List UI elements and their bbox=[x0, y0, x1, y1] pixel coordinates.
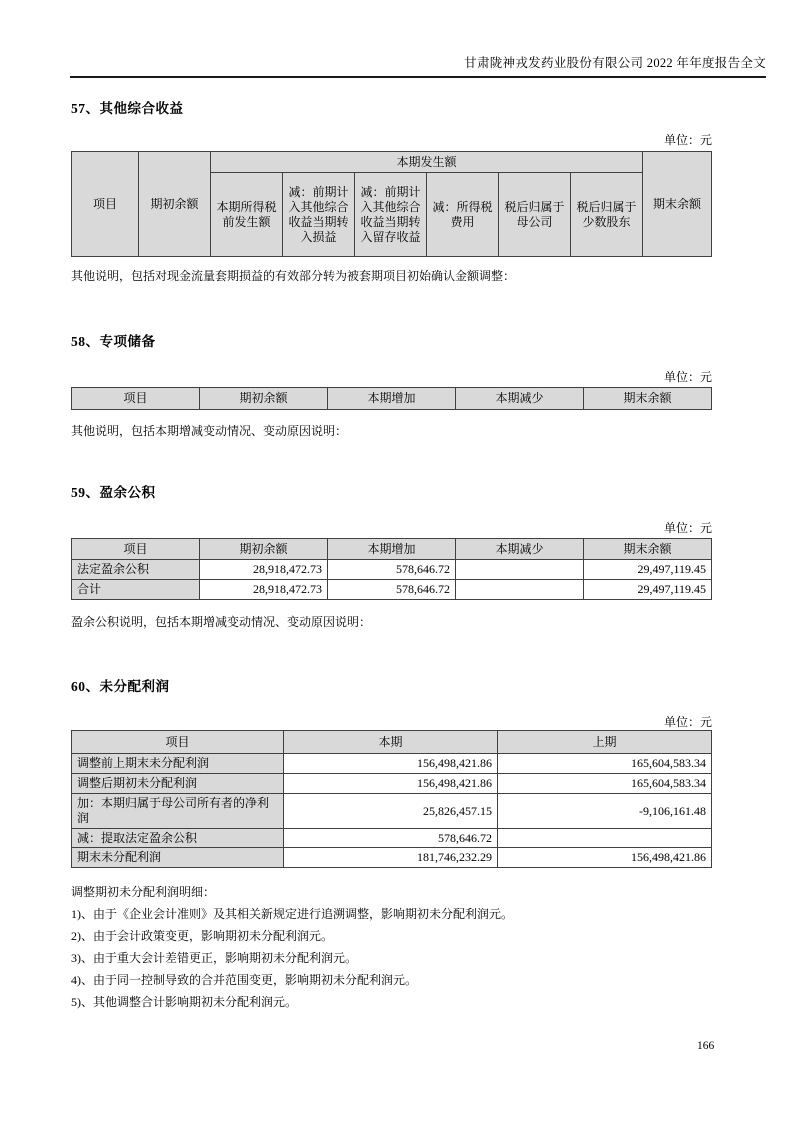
detail-item: 1)、由于《企业会计准则》及其相关新规定进行追溯调整，影响期初未分配利润元。 bbox=[71, 907, 513, 921]
section-58-title: 58、专项储备 bbox=[71, 334, 156, 349]
detail-item: 4)、由于同一控制导致的合并范围变更，影响期初未分配利润元。 bbox=[71, 973, 417, 987]
adjustment-details bbox=[71, 881, 761, 1013]
unit-label-59: 单位：元 bbox=[663, 521, 712, 535]
cell-increase: 578,646.72 bbox=[328, 560, 456, 580]
page-header: 甘肃陇神戎发药业股份有限公司 2022 年年度报告全文 bbox=[70, 53, 766, 78]
column-subheader: 减：所得税费用 bbox=[427, 173, 499, 257]
cell-current-period: 578,646.72 bbox=[284, 829, 498, 848]
column-header-begin-balance: 期初余额 bbox=[139, 152, 211, 257]
column-header-item: 项目 bbox=[72, 152, 139, 257]
table-row bbox=[72, 580, 712, 600]
section-59-title: 59、盈余公积 bbox=[71, 485, 156, 500]
table-row bbox=[72, 829, 712, 848]
section-58-note: 其他说明，包括本期增减变动情况、变动原因说明： bbox=[71, 424, 348, 438]
cell-begin-balance: 28,918,472.73 bbox=[200, 580, 328, 600]
column-header: 期初余额 bbox=[200, 388, 328, 410]
row-item-label: 加：本期归属于母公司所有者的净利润 bbox=[72, 794, 284, 829]
column-header: 本期增加 bbox=[328, 539, 456, 560]
section-57-title: 57、其他综合收益 bbox=[71, 101, 184, 116]
cell-current-period: 25,826,457.15 bbox=[284, 794, 498, 829]
column-header: 项目 bbox=[72, 539, 200, 560]
column-header: 期末余额 bbox=[584, 388, 712, 410]
column-header: 本期减少 bbox=[456, 388, 584, 410]
column-header: 期初余额 bbox=[200, 539, 328, 560]
cell-prior-period: 156,498,421.86 bbox=[498, 848, 712, 868]
cell-current-period: 181,746,232.29 bbox=[284, 848, 498, 868]
table-row bbox=[72, 848, 712, 868]
table-undistributed-profit bbox=[71, 730, 712, 868]
table-row bbox=[72, 560, 712, 580]
column-header: 本期 bbox=[284, 731, 498, 754]
row-item-label: 法定盈余公积 bbox=[72, 560, 200, 580]
column-header: 本期减少 bbox=[456, 539, 584, 560]
cell-decrease bbox=[456, 580, 584, 600]
cell-increase: 578,646.72 bbox=[328, 580, 456, 600]
column-subheader: 减：前期计入其他综合收益当期转入留存收益 bbox=[355, 173, 427, 257]
column-header: 上期 bbox=[498, 731, 712, 754]
cell-prior-period bbox=[498, 829, 712, 848]
row-item-label: 期末未分配利润 bbox=[72, 848, 284, 868]
column-header: 本期增加 bbox=[328, 388, 456, 410]
detail-item: 3)、由于重大会计差错更正，影响期初未分配利润元。 bbox=[71, 951, 357, 965]
unit-label-60: 单位：元 bbox=[663, 715, 712, 729]
row-item-label: 调整前上期末未分配利润 bbox=[72, 754, 284, 774]
row-item-label: 合计 bbox=[72, 580, 200, 600]
table-row bbox=[72, 774, 712, 794]
table-row bbox=[72, 754, 712, 774]
unit-label-58: 单位：元 bbox=[663, 370, 712, 384]
column-subheader: 本期所得税前发生额 bbox=[211, 173, 283, 257]
detail-title: 调整期初未分配利润明细： bbox=[71, 885, 216, 899]
cell-current-period: 156,498,421.86 bbox=[284, 754, 498, 774]
table-row bbox=[72, 794, 712, 829]
detail-item: 5)、其他调整合计影响期初未分配利润元。 bbox=[71, 995, 297, 1009]
cell-end-balance: 29,497,119.45 bbox=[584, 560, 712, 580]
table-surplus-reserves bbox=[71, 538, 712, 600]
cell-end-balance: 29,497,119.45 bbox=[584, 580, 712, 600]
column-header-end-balance: 期末余额 bbox=[643, 152, 712, 257]
table-special-reserves bbox=[71, 387, 712, 410]
cell-prior-period: -9,106,161.48 bbox=[498, 794, 712, 829]
column-header: 期末余额 bbox=[584, 539, 712, 560]
row-item-label: 调整后期初未分配利润 bbox=[72, 774, 284, 794]
column-band-current-period: 本期发生额 bbox=[211, 152, 643, 173]
table-other-comprehensive-income bbox=[71, 151, 712, 257]
section-60-title: 60、未分配利润 bbox=[71, 679, 170, 694]
cell-prior-period: 165,604,583.34 bbox=[498, 774, 712, 794]
detail-item: 2)、由于会计政策变更，影响期初未分配利润元。 bbox=[71, 929, 333, 943]
cell-prior-period: 165,604,583.34 bbox=[498, 754, 712, 774]
cell-decrease bbox=[456, 560, 584, 580]
column-header: 项目 bbox=[72, 388, 200, 410]
cell-current-period: 156,498,421.86 bbox=[284, 774, 498, 794]
section-59-note: 盈余公积说明，包括本期增减变动情况、变动原因说明： bbox=[71, 615, 372, 629]
column-subheader: 税后归属于母公司 bbox=[499, 173, 571, 257]
section-57-note: 其他说明，包括对现金流量套期损益的有效部分转为被套期项目初始确认金额调整： bbox=[71, 269, 516, 283]
column-header: 项目 bbox=[72, 731, 284, 754]
column-subheader: 税后归属于少数股东 bbox=[571, 173, 643, 257]
column-subheader: 减：前期计入其他综合收益当期转入损益 bbox=[283, 173, 355, 257]
page-number: 166 bbox=[697, 1040, 715, 1052]
cell-begin-balance: 28,918,472.73 bbox=[200, 560, 328, 580]
row-item-label: 减：提取法定盈余公积 bbox=[72, 829, 284, 848]
unit-label-57: 单位：元 bbox=[663, 133, 712, 147]
